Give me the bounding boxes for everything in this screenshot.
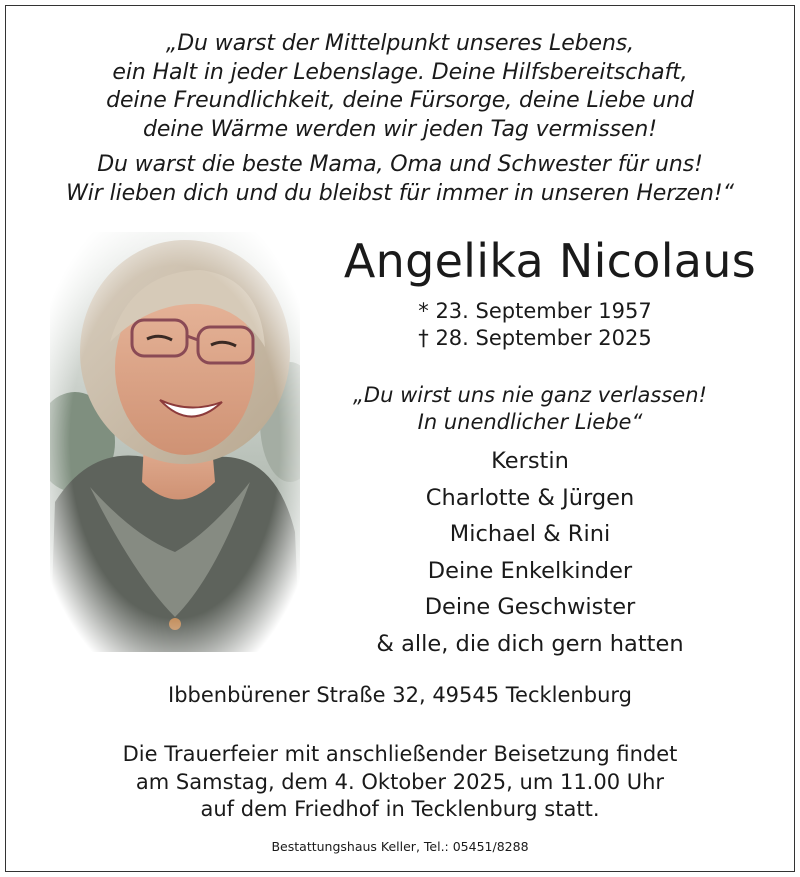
life-dates	[360, 298, 710, 352]
stanza-gap	[0, 144, 800, 151]
death-date: † 28. September 2025	[418, 326, 652, 350]
mourners-list	[330, 443, 730, 662]
family-address: Ibbenbürener Straße 32, 49545 Tecklenburg	[168, 683, 632, 707]
undertaker-contact: Bestattungshaus Keller, Tel.: 05451/8288	[271, 839, 529, 854]
top-quote-line: Wir lieben dich und du bleibst für immer in unseren Herzen!“	[66, 180, 734, 206]
top-quote-line: deine Freundlichkeit, deine Fürsorge, deine Liebe und	[106, 88, 694, 113]
top-quote-line: „Du warst der Mittelpunkt unseres Lebens,	[165, 31, 635, 56]
birth-date: * 23. September 1957	[418, 299, 652, 323]
top-quote-line: ein Halt in jeder Lebenslage. Deine Hilfsbereitschaft,	[112, 59, 688, 85]
funeral-service-info	[0, 741, 800, 824]
mourner: Kerstin	[491, 448, 569, 474]
mourner: Michael & Rini	[449, 521, 611, 547]
mourner: & alle, die dich gern hatten	[376, 630, 684, 657]
top-quote-line: deine Wärme werden wir jeden Tag vermissen!	[143, 116, 657, 142]
service-line: auf dem Friedhof in Tecklenburg statt.	[200, 797, 600, 821]
mourner: Deine Geschwister	[424, 594, 636, 620]
mourner: Charlotte & Jürgen	[425, 484, 635, 511]
service-line: am Samstag, dem 4. Oktober 2025, um 11.00 Uhr	[135, 769, 665, 794]
top-quote	[0, 30, 800, 208]
mourner: Deine Enkelkinder	[427, 557, 633, 584]
top-quote-line: Du warst die beste Mama, Oma und Schwester für uns!	[97, 152, 703, 177]
second-quote-line: „Du wirst uns nie ganz verlassen!	[353, 383, 707, 407]
service-line: Die Trauerfeier mit anschließender Beisetzung findet	[122, 742, 678, 766]
deceased-name: Angelika Nicolaus	[343, 234, 756, 288]
second-quote	[330, 382, 730, 436]
second-quote-line: In unendlicher Liebe“	[417, 410, 643, 434]
portrait-photo	[50, 232, 300, 652]
